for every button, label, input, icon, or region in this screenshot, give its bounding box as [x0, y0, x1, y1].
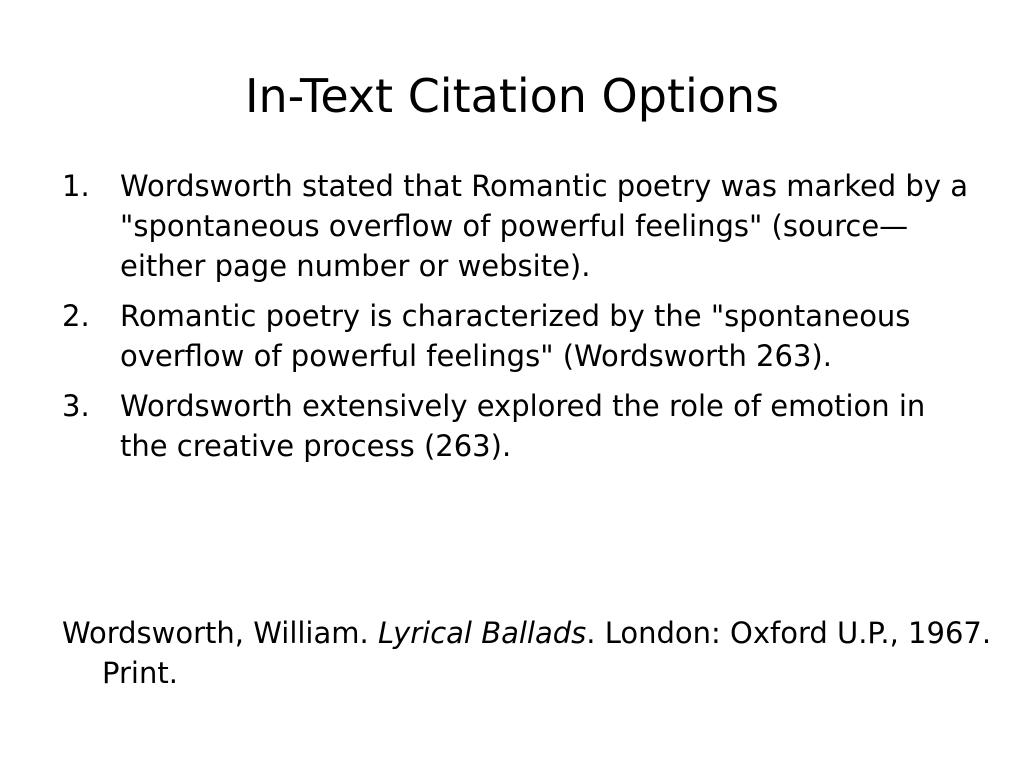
list-item — [62, 296, 982, 376]
list-item-number: 2. — [62, 299, 90, 333]
reference-publication: . London: Oxford U.P., 1967. Print. — [102, 616, 992, 690]
list-item — [62, 386, 982, 466]
list-item — [62, 166, 982, 286]
list-item-text: Romantic poetry is characterized by the "spontaneous overflow of powerful feelings" (Wordsworth 263). — [120, 299, 911, 373]
slide-title: In-Text Citation Options — [244, 69, 780, 123]
list-item-number: 3. — [62, 389, 90, 423]
list-item-number: 1. — [62, 169, 90, 203]
list-item-text: Wordsworth extensively explored the role of emotion in the creative process (263). — [120, 389, 926, 463]
works-cited-entry — [62, 613, 1002, 693]
reference-book-title: Lyrical Ballads — [377, 616, 587, 650]
reference-author: Wordsworth, William. — [62, 616, 369, 650]
citation-options-list — [62, 166, 982, 476]
list-item-text: Wordsworth stated that Romantic poetry was marked by a "spontaneous overflow of powerful feelings" (source—either page number or website). — [120, 169, 968, 283]
